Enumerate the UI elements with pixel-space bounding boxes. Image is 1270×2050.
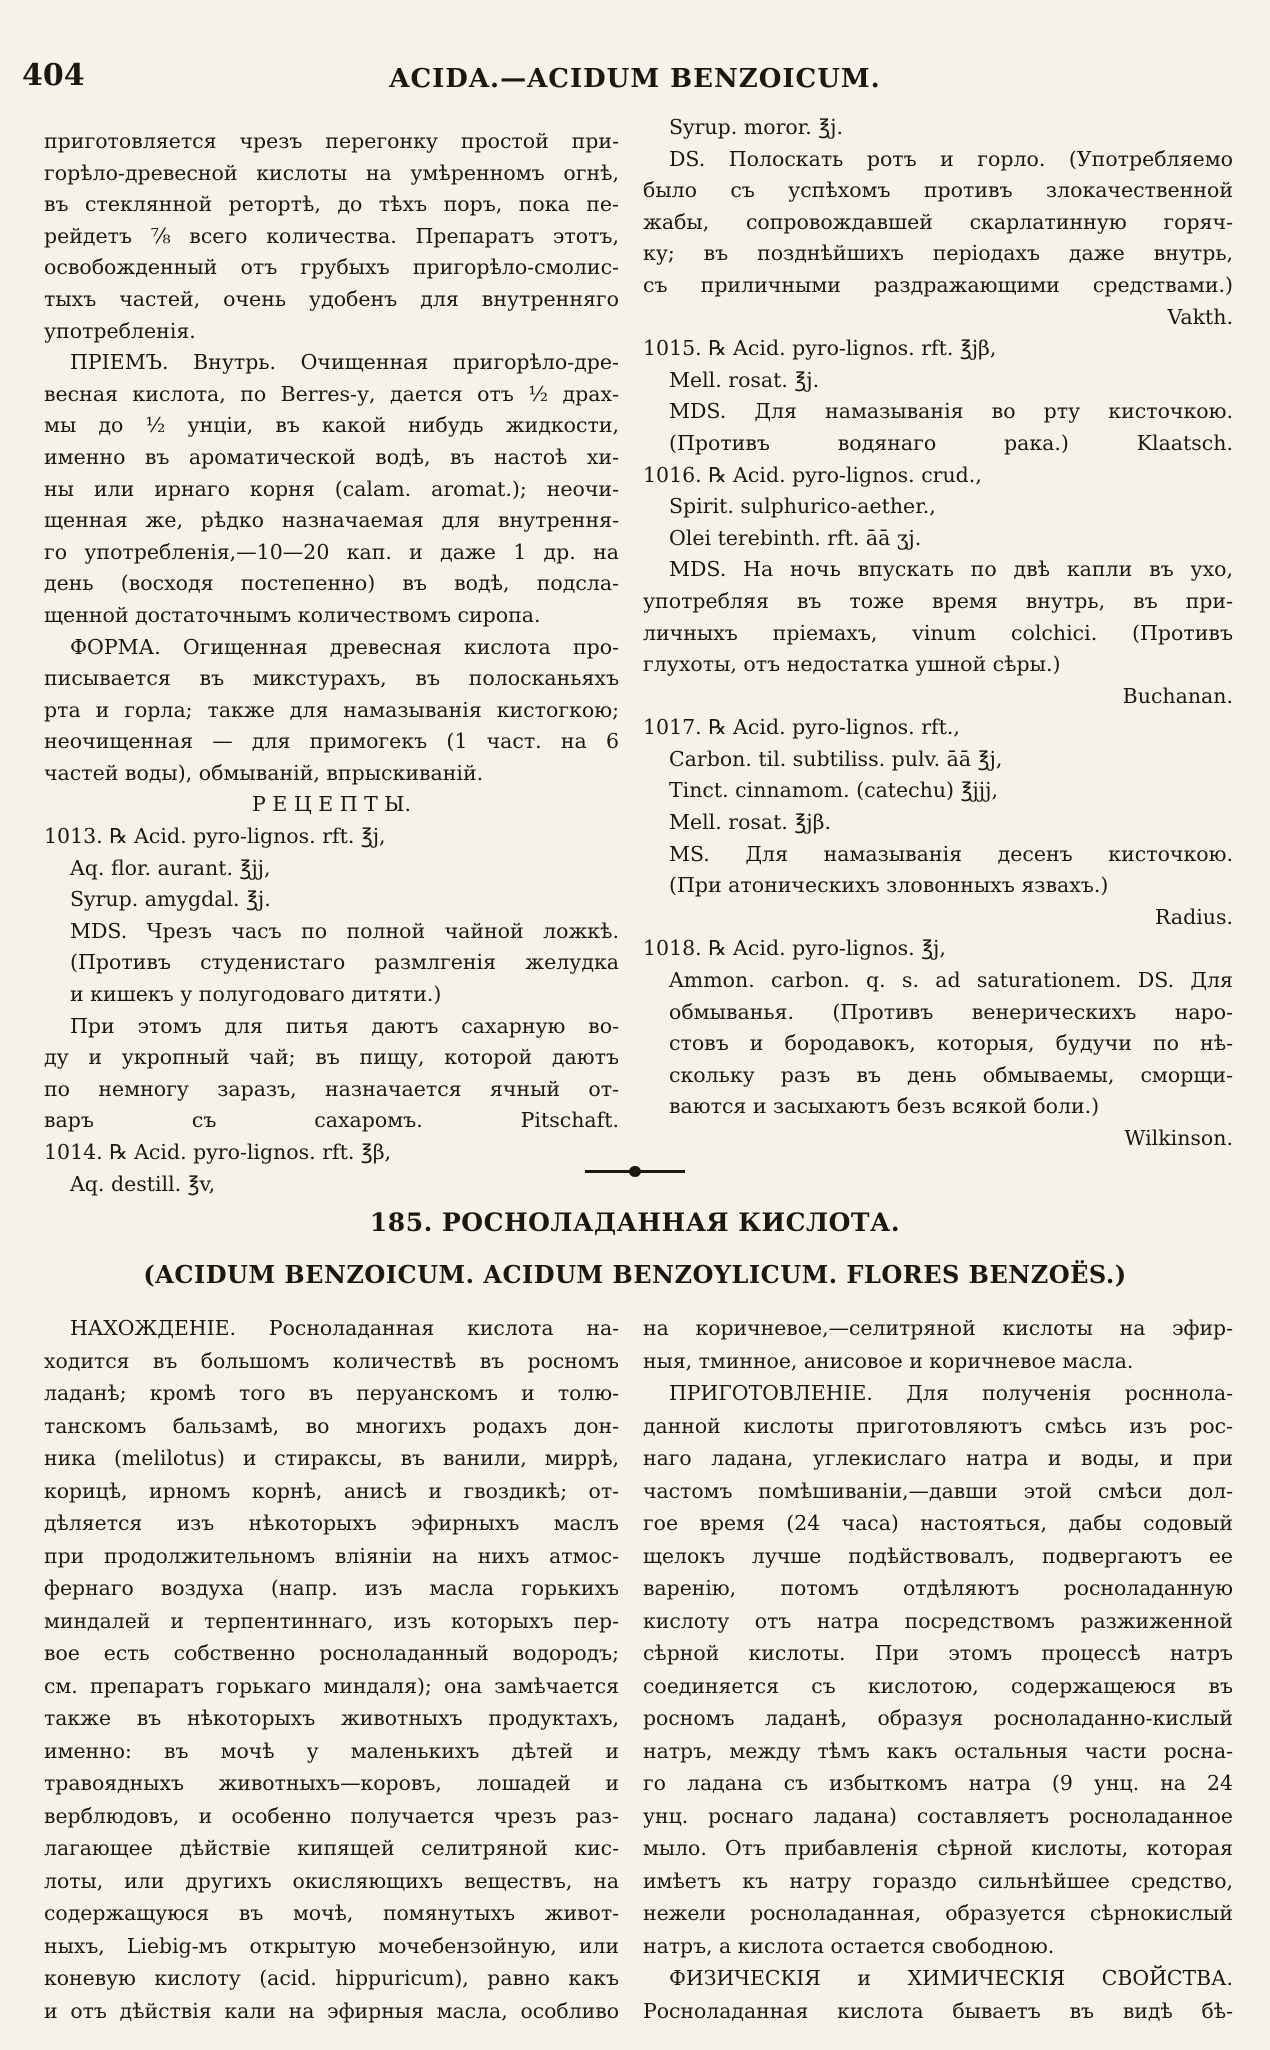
text-line: 1016. ℞ Acid. pyro-lignos. crud., — [643, 462, 982, 487]
text-line: (При атоническихъ зловонныхъ язвахъ.) — [669, 873, 1109, 898]
text-line: употребляя въ тоже время внутрь, въ при- — [643, 588, 1233, 613]
text-line: неочищенная — для примогекъ (1 част. на 6 — [44, 729, 619, 754]
text-line: Radius. — [1154, 904, 1233, 929]
text-line: день (восходя постепенно) въ водѣ, подсла- — [44, 571, 619, 596]
text-line: и кишекъ у полугодоваго дитяти.) — [70, 982, 442, 1007]
text-line: содержащуюся въ мочѣ, помянутыхъ живот- — [44, 1901, 619, 1925]
text-line: Wilkinson. — [1124, 1126, 1233, 1150]
text-line: тыхъ частей, очень удобенъ для внутренняго — [44, 286, 619, 311]
text-line: данной кислоты приготовляютъ смѣсь изъ рос- — [643, 1413, 1233, 1438]
text-line: было съ успѣхомъ противъ злокачественной — [643, 178, 1233, 203]
text-line: лоты, или другихъ окисляющихъ веществъ, на — [44, 1868, 619, 1893]
text-line: верблюдовъ, и особенно получается чрезъ раз- — [44, 1803, 619, 1828]
text-line: частей воды), обмываній, впрыскиваній. — [44, 760, 484, 785]
text-line: Aq. flor. aurant. ℥jj, — [70, 855, 271, 880]
text-line: личныхъ пріемахъ, vinum colchici. (Противъ — [643, 620, 1233, 645]
running-header — [0, 58, 1270, 98]
text-line: 1017. ℞ Acid. pyro-lignos. rft., — [643, 715, 960, 740]
text-line: НАХОЖДЕНІЕ. Росноладанная кислота на- — [70, 1316, 619, 1340]
text-line: (Противъ студенистаго размлгенія желудка — [70, 950, 619, 975]
text-line: гое время (24 часа) настояться, дабы содовый — [643, 1511, 1233, 1535]
text-line: Росноладанная кислота бываетъ въ видѣ бѣ- — [643, 1998, 1233, 2023]
text-line: дѣляется изъ нѣкоторыхъ эфирныхъ маслъ — [44, 1511, 619, 1535]
text-line: ладанѣ; кромѣ того въ перуанскомъ и толю- — [44, 1381, 619, 1405]
text-line: Aq. destill. ℥v, — [70, 1171, 216, 1196]
text-line: жабы, сопровождавшей скарлатинную горяч- — [643, 209, 1233, 234]
text-line: варенію, потомъ отдѣляютъ росноладанную — [643, 1576, 1233, 1600]
text-line: ваются и засыхаютъ безъ всякой боли.) — [669, 1094, 1100, 1119]
text-line: ду и укропный чай; въ пищу, которой даютъ — [44, 1045, 619, 1070]
text-line: 1014. ℞ Acid. pyro-lignos. rft. ℥β, — [44, 1140, 392, 1164]
text-line: соединяется съ кислотою, содержащеюся въ — [643, 1673, 1233, 1698]
text-line: 1018. ℞ Acid. pyro-lignos. ℥j, — [643, 936, 946, 961]
text-line: варъ съ сахаромъ. Pitschaft. — [44, 1108, 619, 1133]
text-line: горѣло-древесной кислоты на умѣренномъ огнѣ, — [44, 160, 619, 185]
page-number: 404 — [22, 58, 85, 93]
text-line: Mell. rosat. ℥j. — [669, 367, 820, 392]
text-line: кислоту отъ натра посредствомъ разжиженной — [643, 1608, 1233, 1633]
text-line: именно въ ароматической водѣ, въ настоѣ хи- — [44, 444, 619, 469]
text-line: ныя, тминное, анисовое и коричневое масла. — [643, 1348, 1134, 1373]
column-top-left — [44, 126, 619, 1200]
text-line: миндалей и терпентиннаго, изъ которыхъ пер- — [44, 1608, 619, 1633]
text-line: ПРІЕМЪ. Внутрь. Очищенная пригорѣло-дре- — [70, 350, 619, 375]
text-line: 1013. ℞ Acid. pyro-lignos. rft. ℥j, — [44, 824, 386, 849]
text-line: ника (melilotus) и стираксы, въ ванили, миррѣ, — [44, 1446, 619, 1470]
text-line: ПРИГОТОВЛЕНІЕ. Для полученія росннола- — [669, 1381, 1233, 1405]
text-line: освобожденный отъ грубыхъ пригорѣло-смолис- — [44, 255, 619, 280]
text-line: обмыванья. (Противъ венерическихъ наро- — [669, 999, 1233, 1024]
text-line: щенная же, рѣдко назначаемая для внутрення- — [44, 508, 619, 533]
text-line: танскомъ бальзамѣ, во многихъ родахъ дон- — [44, 1413, 619, 1438]
text-line: ФОРМА. Огищенная древесная кислота про- — [70, 634, 619, 659]
section-title: 185. РОСНОЛАДАННАЯ КИСЛОТА. — [369, 1208, 901, 1237]
text-line: имѣетъ къ натру гораздо сильнѣйшее средство, — [643, 1868, 1233, 1893]
text-line: Olei terebinth. rft. āā ʒj. — [669, 525, 922, 550]
section-subtitle: (ACIDUM BENZOICUM. ACIDUM BENZOYLICUM. FLORES BENZOËS.) — [143, 1260, 1127, 1289]
text-line: также въ нѣкоторыхъ животныхъ продуктахъ, — [44, 1706, 619, 1730]
text-line: Vakth. — [1167, 304, 1233, 329]
text-line: при продолжительномъ вліяніи на нихъ атмос- — [44, 1543, 619, 1568]
text-line: ны или ирнаго корня (calam. aromat.); неочи- — [44, 476, 619, 501]
text-line: MS. Для намазыванія десенъ кисточкою. — [669, 841, 1233, 866]
text-line: мыло. Отъ прибавленія сѣрной кислоты, которая — [643, 1836, 1233, 1860]
text-line: рейдетъ ⅞ всего количества. Препаратъ этотъ, — [44, 223, 619, 248]
text-line: MDS. Чрезъ часъ по полной чайной ложкѣ. — [70, 918, 619, 943]
text-line: Syrup. amygdal. ℥j. — [70, 887, 271, 912]
text-line: Syrup. moror. ℥j. — [669, 115, 843, 139]
text-line: натръ, между тѣмъ какъ остальныя части росна- — [643, 1738, 1233, 1763]
text-line: съ приличными раздражающими средствами.) — [643, 272, 1233, 297]
text-line: щелокъ лучше подѣйствовалъ, подвергаютъ ее — [643, 1543, 1233, 1568]
text-line: травоядныхъ животныхъ—коровъ, лошадей и — [44, 1771, 619, 1795]
text-line: фернаго воздуха (напр. изъ масла горькихъ — [44, 1576, 619, 1600]
text-line: лагающее дѣйствіе кипящей селитряной кис- — [44, 1836, 619, 1860]
text-line: въ стеклянной ретортѣ, до тѣхъ поръ, пока пе- — [44, 192, 619, 217]
text-line: именно: въ мочѣ у маленькихъ дѣтей и — [44, 1738, 619, 1763]
running-title: ACIDA.—ACIDUM BENZOICUM. — [389, 64, 881, 94]
text-line: Carbon. til. subtiliss. pulv. āā ℥j, — [669, 746, 1003, 771]
text-line: ФИЗИЧЕСКІЯ и ХИМИЧЕСКІЯ СВОЙСТВА. — [669, 1966, 1233, 1990]
text-line: Р Е Ц Е П Т Ы. — [252, 792, 411, 817]
text-line: го употребленія,—10—20 кап. и даже 1 др. на — [44, 539, 619, 564]
text-line: го ладана съ избыткомъ натра (9 унц. на 24 — [643, 1771, 1233, 1795]
text-line: рта и горла; также для намазыванія кистогкою; — [44, 697, 619, 722]
text-line: см. препаратъ горькаго миндаля); она замѣчается — [44, 1673, 619, 1698]
text-line: ходится въ большомъ количествѣ въ росномъ — [44, 1348, 619, 1373]
text-line: по немногу заразъ, назначается ячный от- — [44, 1076, 619, 1101]
text-line: росномъ ладанѣ, образуя росноладанно-кислый — [643, 1706, 1233, 1730]
column-bottom-right — [643, 1312, 1233, 2027]
text-line: глухоты, отъ недостатка ушной сѣры.) — [643, 652, 1061, 677]
text-line: Ammon. carbon. q. s. ad saturationem. DS. Для — [669, 968, 1233, 993]
text-line: на коричневое,—селитряной кислоты на эфир- — [643, 1316, 1233, 1340]
text-line: Buchanan. — [1122, 683, 1233, 708]
text-line: Mell. rosat. ℥jβ. — [669, 810, 831, 835]
text-line: щенной достаточнымъ количествомъ сиропа. — [44, 602, 541, 627]
text-line: скольку разъ въ день обмываемы, сморщи- — [669, 1062, 1233, 1087]
text-line: частомъ помѣшиваніи,—давши этой смѣси дол- — [643, 1478, 1233, 1503]
text-line: употребленія. — [44, 318, 196, 343]
text-line: 1015. ℞ Acid. pyro-lignos. rft. ℥jβ, — [643, 336, 997, 361]
text-line: весная кислота, по Berres-у, дается отъ ½ драх- — [44, 381, 619, 406]
text-line: приготовляется чрезъ перегонку простой при- — [44, 129, 619, 153]
text-line: MDS. На ночь впускать по двѣ капли въ ухо, — [669, 557, 1233, 582]
column-top-right — [643, 112, 1233, 1155]
column-bottom-left — [44, 1312, 619, 2027]
text-line: При этомъ для питья даютъ сахарную во- — [70, 1013, 619, 1038]
text-line: вое есть собственно росноладанный водородъ; — [44, 1641, 619, 1665]
text-line: писывается въ микстурахъ, въ полосканьяхъ — [44, 666, 619, 691]
text-line: DS. Полоскать ротъ и горло. (Употребляемо — [669, 146, 1233, 171]
text-line: натръ, а кислота остается свободною. — [643, 1933, 1055, 1958]
text-line: корицѣ, ирномъ корнѣ, анисѣ и гвоздикѣ; от- — [44, 1478, 619, 1503]
text-line: стовъ и бородавокъ, которыя, будучи по нѣ- — [669, 1031, 1233, 1056]
text-line: коневую кислоту (acid. hippuricum), равно какъ — [44, 1966, 619, 1990]
text-line: (Противъ водянаго рака.) Klaatsch. — [669, 430, 1233, 455]
text-line: сѣрной кислоты. При этомъ процессѣ натръ — [643, 1641, 1233, 1665]
text-line: наго ладана, углекислаго натра и воды, и при — [643, 1446, 1233, 1470]
text-line: ку; въ позднѣйшихъ періодахъ даже внутрь, — [643, 241, 1233, 266]
text-line: Tinct. cinnamom. (catechu) ℥jjj, — [669, 778, 999, 803]
text-line: Spirit. sulphurico-aether., — [669, 494, 936, 519]
section-divider-ornament — [585, 1166, 685, 1176]
text-line: ныхъ, Liebig-мъ открытую мочебензойную, или — [44, 1933, 619, 1958]
text-line: и отъ дѣйствія кали на эфирныя масла, особливо — [44, 1998, 619, 2023]
text-line: MDS. Для намазыванія во рту кисточкою. — [669, 399, 1233, 424]
text-line: нежели росноладанная, образуется сѣрнокислый — [643, 1901, 1233, 1925]
text-line: унц. роснаго ладана) составляетъ росноладанное — [643, 1803, 1233, 1828]
text-line: мы до ½ унціи, въ какой нибудь жидкости, — [44, 413, 619, 438]
